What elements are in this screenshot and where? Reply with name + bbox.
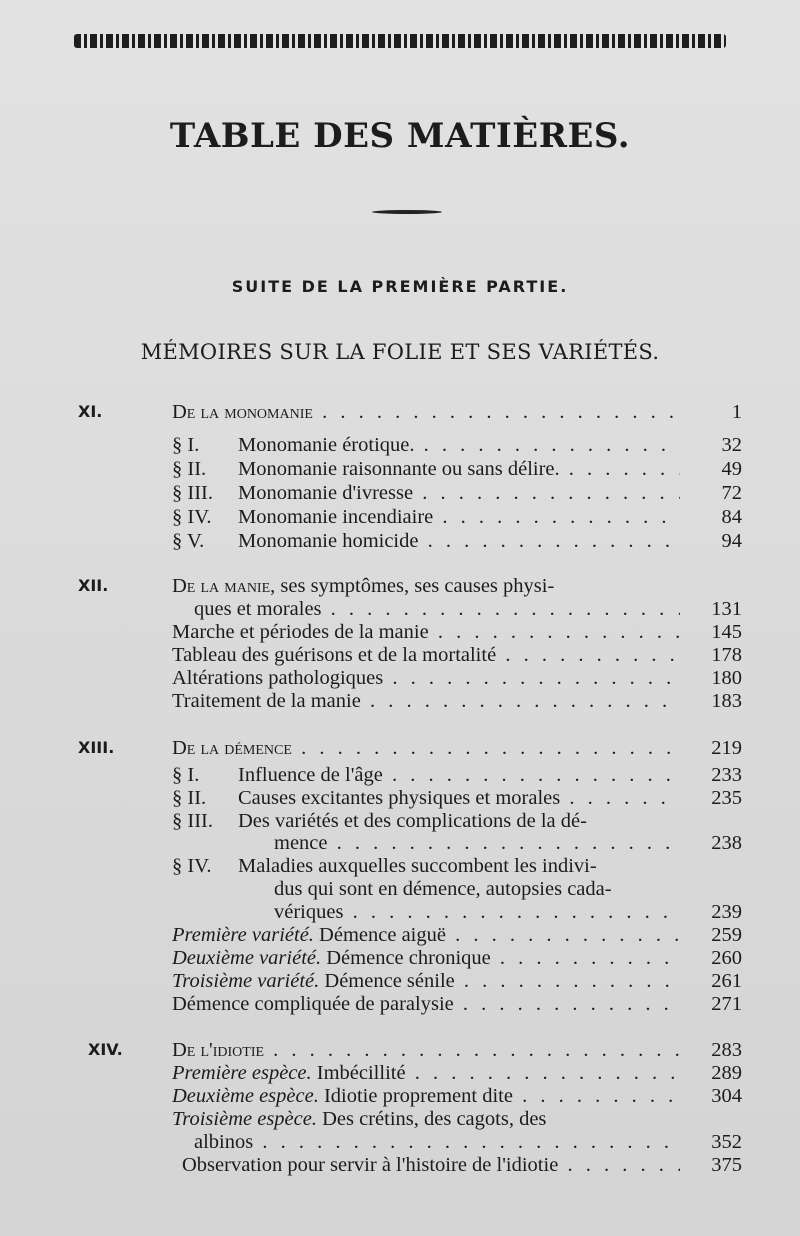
toc-entry[interactable] bbox=[0, 620, 800, 644]
toc-entry[interactable] bbox=[0, 1153, 800, 1177]
entry-title: Monomanie d'ivresse . . . bbox=[238, 481, 680, 505]
toc-chapter-xi[interactable] bbox=[0, 400, 800, 424]
entry-title bbox=[172, 1107, 680, 1131]
entry-title bbox=[172, 946, 680, 970]
page-number: 178 bbox=[711, 644, 742, 666]
page-number: 235 bbox=[711, 787, 742, 809]
entry-title: Tableau des guérisons et de la mortalité . . . bbox=[172, 643, 680, 667]
toc-entry[interactable] bbox=[0, 786, 800, 810]
entry-title: Monomanie érotique. . . . bbox=[238, 433, 680, 457]
toc-entry[interactable] bbox=[0, 505, 800, 529]
toc-entry[interactable] bbox=[0, 809, 800, 833]
chapter-title-main: De la manie bbox=[172, 575, 271, 597]
page-number: 352 bbox=[711, 1131, 742, 1153]
page-number: 180 bbox=[711, 667, 742, 689]
entry-title bbox=[172, 1061, 680, 1085]
chapter-title: De l'idiotie . . . bbox=[172, 1038, 680, 1062]
page-number: 183 bbox=[711, 690, 742, 712]
toc-entry[interactable] bbox=[0, 1061, 800, 1085]
section-marker: § II. bbox=[172, 458, 207, 480]
toc-entry[interactable] bbox=[0, 1084, 800, 1108]
species-label: Troisième espèce. bbox=[172, 1108, 317, 1130]
section-marker: § V. bbox=[172, 530, 205, 552]
page-number: 72 bbox=[721, 482, 742, 504]
chapter-number: XII. bbox=[78, 576, 109, 595]
entry-title bbox=[172, 969, 680, 993]
page-number: 49 bbox=[721, 458, 742, 480]
toc-entry[interactable] bbox=[0, 529, 800, 553]
toc-entry[interactable] bbox=[0, 763, 800, 787]
toc-entry[interactable] bbox=[0, 992, 800, 1016]
page-number: 259 bbox=[711, 924, 742, 946]
entry-title: Monomanie homicide . . . bbox=[238, 529, 680, 553]
toc-entry-continuation[interactable] bbox=[0, 1130, 800, 1154]
entry-title: Influence de l'âge . . . bbox=[238, 763, 680, 787]
page-number: 219 bbox=[711, 737, 742, 759]
variety-label: Deuxième variété. bbox=[172, 947, 322, 969]
chapter-title bbox=[172, 574, 680, 598]
entry-text: Idiotie proprement dite bbox=[323, 1085, 513, 1107]
entry-title: mence . . . bbox=[274, 831, 680, 855]
decorative-rule bbox=[372, 210, 442, 214]
page-number: 261 bbox=[711, 970, 742, 992]
entry-title: Monomanie incendiaire . . . bbox=[238, 505, 680, 529]
species-label: Première espèce. bbox=[172, 1062, 312, 1084]
chapter-title: De la monomanie . . . bbox=[172, 400, 680, 424]
page-number: 131 bbox=[711, 598, 742, 620]
toc-entry-continuation[interactable] bbox=[0, 900, 800, 924]
page-number: 271 bbox=[711, 993, 742, 1015]
entry-title: Observation pour servir à l'histoire de l'idiotie . . . bbox=[182, 1153, 680, 1177]
ornament-border bbox=[74, 34, 726, 48]
entry-title: ques et morales . . . bbox=[194, 597, 680, 621]
entry-title: Des variétés et des complications de la dé- bbox=[238, 810, 587, 832]
toc-entry[interactable] bbox=[0, 923, 800, 947]
toc-entry[interactable] bbox=[0, 666, 800, 690]
toc-entry[interactable] bbox=[0, 946, 800, 970]
page-number: 375 bbox=[711, 1154, 742, 1176]
toc-entry[interactable] bbox=[0, 854, 800, 878]
chapter-title-rest: , ses symptômes, ses causes physi- bbox=[270, 575, 555, 597]
entry-title: albinos . . . bbox=[194, 1130, 680, 1154]
chapter-number: XIV. bbox=[88, 1040, 123, 1059]
section-marker: § IV. bbox=[172, 506, 212, 528]
toc-entry[interactable] bbox=[0, 969, 800, 993]
section-marker: § I. bbox=[172, 764, 200, 786]
entry-title: dus qui sont en démence, autopsies cada- bbox=[274, 878, 612, 900]
toc-entry-continuation[interactable] bbox=[0, 877, 800, 901]
section-marker: § III. bbox=[172, 810, 213, 832]
chapter-number: XIII. bbox=[78, 738, 115, 757]
page-number: 1 bbox=[731, 401, 742, 423]
toc-entry[interactable] bbox=[0, 1107, 800, 1131]
section-marker: § IV. bbox=[172, 855, 212, 877]
toc-entry[interactable] bbox=[0, 481, 800, 505]
entry-text: Imbécillité bbox=[316, 1062, 406, 1084]
page-number: 239 bbox=[711, 901, 742, 923]
toc-entry[interactable] bbox=[0, 643, 800, 667]
page-number: 304 bbox=[711, 1085, 742, 1107]
entry-title: vériques . . . bbox=[274, 900, 680, 924]
section-marker: § I. bbox=[172, 434, 200, 456]
toc-chapter-xiv[interactable] bbox=[0, 1038, 800, 1062]
chapter-title: De la démence . . . bbox=[172, 736, 680, 760]
chapter-number: XI. bbox=[78, 402, 103, 421]
page-title: TABLE DES MATIÈRES. bbox=[169, 116, 631, 156]
entry-title: Monomanie raisonnante ou sans délire. . . . bbox=[238, 457, 680, 481]
subtitle: MÉMOIRES SUR LA FOLIE ET SES VARIÉTÉS. bbox=[140, 340, 660, 364]
toc-entry[interactable] bbox=[0, 457, 800, 481]
toc-entry[interactable] bbox=[0, 689, 800, 713]
entry-text: Des crétins, des cagots, des bbox=[322, 1108, 547, 1130]
part-heading: SUITE DE LA PREMIÈRE PARTIE. bbox=[231, 277, 569, 296]
entry-title bbox=[172, 1084, 680, 1108]
page-number: 32 bbox=[721, 434, 742, 456]
section-marker: § III. bbox=[172, 482, 213, 504]
page-number: 94 bbox=[721, 530, 742, 552]
page-number: 84 bbox=[721, 506, 742, 528]
entry-title bbox=[172, 923, 680, 947]
entry-text: Démence aiguë bbox=[319, 924, 446, 946]
entry-title: Démence compliquée de paralysie . . . bbox=[172, 992, 680, 1016]
toc-chapter-xii[interactable] bbox=[0, 574, 800, 598]
page-number: 233 bbox=[711, 764, 742, 786]
entry-title: Maladies auxquelles succombent les indivi- bbox=[238, 855, 597, 877]
entry-text: Démence chronique bbox=[326, 947, 491, 969]
toc-entry[interactable] bbox=[0, 433, 800, 457]
toc-chapter-xiii[interactable] bbox=[0, 736, 800, 760]
species-label: Deuxième espèce. bbox=[172, 1085, 319, 1107]
page-number: 289 bbox=[711, 1062, 742, 1084]
entry-title: Marche et périodes de la manie . . . bbox=[172, 620, 680, 644]
page-number: 260 bbox=[711, 947, 742, 969]
entry-title: Traitement de la manie . . . bbox=[172, 689, 680, 713]
toc-entry-continuation[interactable] bbox=[0, 831, 800, 855]
section-marker: § II. bbox=[172, 787, 207, 809]
entry-title: Causes excitantes physiques et morales . . . bbox=[238, 786, 680, 810]
page-number: 145 bbox=[711, 621, 742, 643]
toc-entry-continuation[interactable] bbox=[0, 597, 800, 621]
entry-title: Altérations pathologiques . . . bbox=[172, 666, 680, 690]
variety-label: Troisième variété. bbox=[172, 970, 320, 992]
page-number: 283 bbox=[711, 1039, 742, 1061]
variety-label: Première variété. bbox=[172, 924, 314, 946]
entry-text: Démence sénile bbox=[324, 970, 455, 992]
page-number: 238 bbox=[711, 832, 742, 854]
